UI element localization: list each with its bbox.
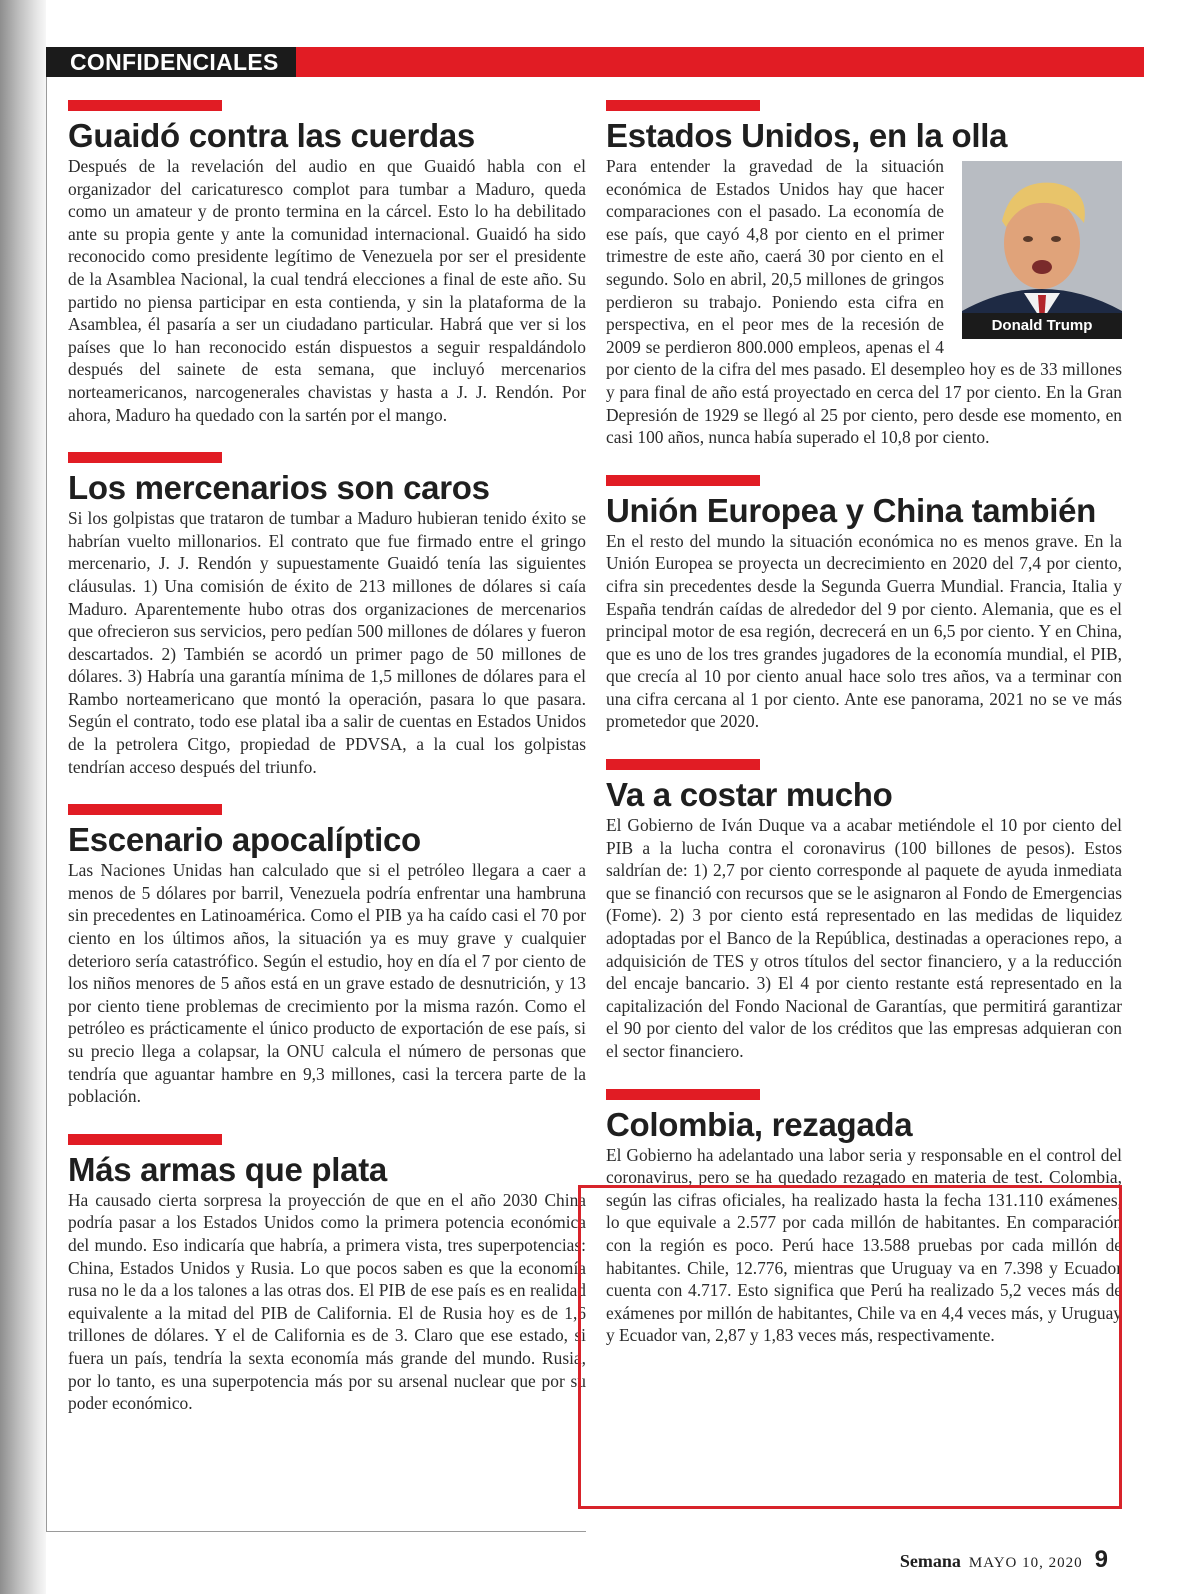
article-mercenarios (68, 452, 586, 778)
article-title: Va a costar mucho (606, 776, 893, 814)
article-red-bar (606, 475, 760, 486)
article-union-europea (606, 475, 1122, 733)
article-body: Para entender la gravedad de la situación económica de Estados Unidos hay que hacer comparaciones con el pasado. La economía de ese país, que cayó 4,8 por ciento en el primer trimestre de este año, caerá 30 por ciento en el segundo. Solo en abril, 20,5 millones de gringos perdieron su trabajo. Poniendo esta cifra en perspectiva, en el peor mes de la recesión de 2009 se perdieron 800.000 empleos, apenas el 4 por ciento de la cifra del mes pasado. El desempleo hoy es de 33 millones y para final de año está proyectado en cerca del 17 por ciento. En la Gran Depresión de 1929 se llegó al 25 por ciento, pero desde ese momento, en casi 100 años, nunca había superado el 10,8 por ciento. (606, 156, 1122, 448)
article-red-bar (606, 759, 760, 770)
article-title: Unión Europea y China también (606, 491, 1097, 529)
article-title: Estados Unidos, en la olla (606, 117, 1008, 154)
article-body: Ha causado cierta sorpresa la proyección de que en el año 2030 China podría pasar a los Estados Unidos como la primera potencia económica del mundo. Eso indicaría que habría, a primera vista, tres superpotencias: China, Estados Unidos y Rusia. Lo que pocos saben es que la economía rusa no le da a los talones a las otras dos. El PIB de ese país es en realidad equivalente a la mitad del PIB de California. El de Rusia hoy es de 1,6 trillones de dólares. Y el de California es de 3. Claro que ese estado, si fuera un país, tendría la sexta economía más grande del mundo. Rusia, por lo tanto, es una superpotencia más por su arsenal nuclear que por su poder económico. (68, 1189, 586, 1414)
article-body: El Gobierno de Iván Duque va a acabar metiéndole el 10 por ciento del PIB a la lucha contra el coronavirus (100 billones de pesos). Estos saldrían de: 1) 2,7 por ciento corresponde al paquete de ayuda inmediata que se financió con recursos que se le asignaron al Fondo de Emergencias (Fome). 2) 3 por ciento está representado en las medidas de liquidez adoptadas por el Banco de la República, destinadas a operaciones repo, a adquisición de TES y otros títulos del sector financiero, y a la reducción del encaje bancario. 3) El 4 por ciento restante está representado en la capitalización del Fondo Nacional de Garantías, que permitirá garantizar el 90 por ciento del valor de los créditos que las empresas adquieran con el sector financiero. (606, 815, 1122, 1061)
article-red-bar (68, 100, 222, 111)
article-red-bar (606, 100, 760, 111)
page-footer (900, 1546, 1108, 1574)
article-body: Después de la revelación del audio en que Guaidó habla con el organizador del caricaturesco complot para tumbar a Maduro, queda como un amateur y de pronto termina en la cárcel. Esto lo ha debilitado ante su propia gente y ante la comunidad internacional. Guaidó ha sido reconocido como presidente legítimo de Venezuela por ser el presidente de la Asamblea Nacional, la cual tendrá elecciones a final de este año. Su partido no piensa participar en esta contienda, y sin la plataforma de la Asamblea, él pasaría a ser un ciudadano particular. Habrá que ver si los países que lo han reconocido están dispuestos a seguir respaldándolo después del sainete de esta semana, que incluyó mercenarios norteamericanos, narcogenerales chavistas y hasta a J. J. Rendón. Por ahora, Maduro ha quedado con la sartén por el mango. (68, 156, 586, 425)
article-title: Guaidó contra las cuerdas (68, 117, 475, 154)
page-spine-shadow (0, 0, 46, 1594)
article-red-bar (606, 1089, 760, 1100)
article-armas (68, 1134, 586, 1415)
article-title: Los mercenarios son caros (68, 469, 490, 507)
article-red-bar (68, 804, 222, 815)
article-red-bar (68, 452, 222, 463)
footer-magazine: Semana (899, 1551, 961, 1571)
article-costar-mucho (606, 759, 1122, 1063)
article-body: En el resto del mundo la situación económica no es menos grave. En la Unión Europea se proyecta un decrecimiento en 2020 del 7,4 por ciento, cifra sin precedentes desde la Segunda Guerra Mundial. Francia, Italia y España tendrán caídas de alrededor del 9 por ciento. Alemania, que es el principal motor de esa región, decrecerá en un 6,5 por ciento. Y en China, que es uno de los tres grandes jugadores de la economía mundial, el PIB, que crecía al 10 por ciento anual hace solo tres años, va a terminar con una cifra cercana al 1 por ciento. Ante ese panorama, 2021 no se ve más prometedor que 2020. (606, 530, 1122, 732)
portrait-photo-icon (962, 161, 1122, 339)
article-body: El Gobierno ha adelantado una labor seria y responsable en el control del coronavirus, pero se ha quedado rezagado en materia de test. Colombia, según las cifras oficiales, ha realizado hasta la fecha 131.110 exámenes, lo que equivale a 2.577 por cada millón de habitantes. En comparación con la región es poco. Perú hace 13.588 pruebas por cada millón de habitantes. Chile, 12.776, mientras que Uruguay va en 7.398 y Ecuador cuenta con 4.717. Esto significa que Perú ha realizado 5,2 veces más de exámenes por millón de habitantes, Chile va en 4,4 veces más, y Uruguay y Ecuador van, 2,87 y 1,83 veces más, respectivamente. (606, 1144, 1122, 1346)
article-escenario (68, 804, 586, 1108)
article-guaido (68, 100, 586, 426)
article-body: Las Naciones Unidas han calculado que si el petróleo llegara a caer a menos de 5 dólares por barril, Venezuela podría enfrentar una hambruna sin precedentes en Latinoamérica. Como el PIB ya ha caído casi el 70 por ciento en los últimos años, la situación ya es muy grave y cualquier deterioro sería catastrófico. Según el estudio, hoy en día el 7 por ciento de los niños menores de 5 años está en un grave estado de desnutrición, y 13 por ciento tiene problemas de crecimiento por la misma razón. Como el petróleo es prácticamente el único producto de exportación de ese país, si su precio llega a colapsar, la ONU calcula el número de personas que tendría que aguantar hambre en 9,3 millones, casi la tercera parte de la población. (68, 860, 586, 1107)
frame-bottom-rule (46, 1531, 586, 1532)
section-label: CONFIDENCIALES (46, 47, 296, 77)
footer-page-number: 9 (1094, 1546, 1108, 1573)
footer-date: MAYO 10, 2020 (968, 1555, 1083, 1571)
right-column (606, 100, 1122, 1373)
left-column (68, 100, 586, 1441)
frame-left-rule (46, 77, 47, 1532)
article-title: Más armas que plata (68, 1150, 387, 1188)
article-title: Colombia, rezagada (606, 1105, 913, 1143)
article-title: Escenario apocalíptico (68, 821, 421, 859)
article-body: Si los golpistas que trataron de tumbar a Maduro hubieran tenido éxito se habrían vuelto millonarios. El contrato que fue firmado entre el gringo mercenario, J. J. Rendón y supuestamente Guaidó tenía las siguientes cláusulas. 1) Una comisión de éxito de 213 millones de dólares si caía Maduro. Aparentemente hubo otras dos organizaciones de mercenarios que ofrecieron sus servicios, pero pedían 500 millones de dólares y fueron descartados. 2) También se acordó un primer pago de 50 millones de dólares. 3) Habría una garantía mínima de 1,5 millones de dólares para el Rambo norteamericano que montó la operación, pasara lo que pasara. Según el contrato, todo ese platal iba a salir de cuentas en Estados Unidos de la petrolera Citgo, propiedad de PDVSA, a la cual los golpistas tendrían acceso después del triunfo. (68, 508, 586, 777)
photo-caption: Donald Trump (962, 313, 1122, 339)
article-red-bar (68, 1134, 222, 1145)
article-estados-unidos (606, 100, 1122, 449)
highlight-box (578, 1185, 1122, 1509)
